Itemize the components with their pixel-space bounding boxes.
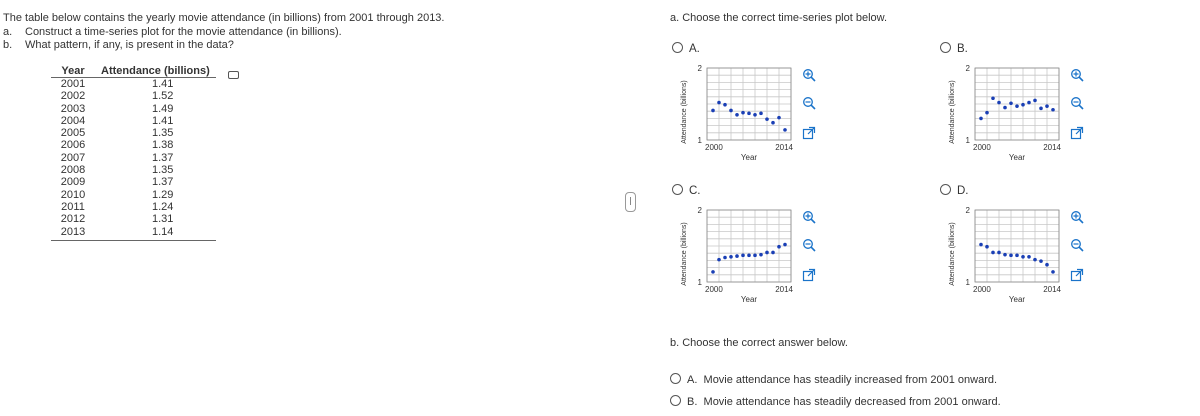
y-axis-title: Attendance (billions) — [681, 222, 688, 286]
y-tick-label-bottom: 1 — [965, 136, 970, 145]
plot-c-popout-icon[interactable] — [802, 268, 816, 282]
data-point — [771, 121, 775, 125]
data-point — [1051, 270, 1055, 274]
plot-option-a-label: A. — [689, 43, 700, 55]
part-b-prompt: b. Choose the correct answer below. — [670, 337, 848, 349]
data-point — [753, 254, 757, 258]
table-row — [51, 164, 216, 176]
y-axis-title: Attendance (billions) — [949, 222, 956, 286]
x-tick-label-start: 2000 — [973, 143, 991, 152]
data-point — [729, 109, 733, 113]
y-tick-label-bottom: 1 — [697, 278, 702, 287]
data-point — [1009, 254, 1013, 258]
table-cell-attendance: 1.24 — [152, 200, 174, 213]
data-point — [1039, 259, 1043, 263]
data-point — [1021, 255, 1025, 259]
data-point — [1033, 258, 1037, 262]
data-point — [985, 111, 989, 115]
data-point — [717, 258, 721, 262]
data-point — [1021, 103, 1025, 107]
answer-a-label: A. — [687, 374, 698, 386]
data-point — [1051, 108, 1055, 112]
y-tick-label-bottom: 1 — [697, 136, 702, 145]
data-point — [979, 117, 983, 121]
plot-c-zoom-out-icon[interactable] — [802, 238, 816, 252]
table-cell-attendance: 1.31 — [152, 213, 174, 226]
table-row — [51, 226, 216, 241]
x-axis-title: Year — [1008, 295, 1026, 304]
table-cell-year: 2009 — [60, 176, 86, 189]
table-cell-attendance: 1.29 — [152, 188, 174, 201]
plot-option-a-radio[interactable] — [672, 42, 683, 53]
y-tick-label-top: 2 — [697, 64, 702, 73]
table-header-attendance: Attendance (billions) — [95, 65, 216, 78]
table-row — [51, 213, 216, 225]
x-axis-title: Year — [1008, 153, 1026, 162]
plot-option-d-radio[interactable] — [940, 184, 951, 195]
y-axis-title: Attendance (billions) — [681, 80, 688, 144]
data-point — [1009, 101, 1013, 105]
data-point — [991, 96, 995, 100]
table-body — [51, 78, 216, 241]
table-row — [51, 127, 216, 139]
table-row — [51, 176, 216, 188]
y-tick-label-top: 2 — [697, 206, 702, 215]
answer-b-radio[interactable] — [670, 395, 681, 406]
table-cell-attendance: 1.35 — [152, 127, 174, 140]
data-point — [729, 255, 733, 259]
table-cell-attendance: 1.14 — [95, 226, 216, 241]
data-point — [783, 243, 787, 247]
plot-option-a[interactable] — [672, 42, 700, 55]
data-point — [979, 243, 983, 247]
table-row — [51, 103, 216, 115]
data-point — [735, 113, 739, 117]
data-point — [747, 112, 751, 116]
data-point — [735, 254, 739, 258]
panel-resize-handle[interactable] — [625, 192, 636, 212]
data-point — [991, 251, 995, 255]
answer-option-a[interactable] — [670, 373, 997, 386]
data-point — [1003, 106, 1007, 110]
plot-option-b[interactable] — [940, 42, 968, 55]
data-point — [1045, 104, 1049, 108]
data-point — [1039, 107, 1043, 111]
question-a-label: a. — [3, 26, 13, 38]
x-tick-label-end: 2014 — [1043, 143, 1061, 152]
table-cell-year: 2002 — [60, 90, 86, 103]
copy-table-icon[interactable] — [228, 71, 239, 79]
data-point — [747, 254, 751, 258]
table-row — [51, 78, 216, 91]
data-point — [723, 256, 727, 260]
plot-option-b-label: B. — [957, 43, 968, 55]
table-header-row — [51, 65, 216, 78]
data-point — [723, 103, 727, 107]
y-axis-title: Attendance (billions) — [949, 80, 956, 144]
table-cell-attendance: 1.52 — [152, 90, 174, 103]
table-header-year: Year — [51, 65, 95, 78]
table-cell-year: 2010 — [60, 188, 86, 201]
plot-option-c-radio[interactable] — [672, 184, 683, 195]
x-tick-label-start: 2000 — [705, 143, 723, 152]
question-b — [3, 39, 234, 52]
y-tick-label-top: 2 — [965, 64, 970, 73]
table-cell-year: 2005 — [60, 127, 86, 140]
table-cell-year: 2012 — [60, 213, 86, 226]
question-b-label: b. — [3, 39, 13, 51]
data-point — [771, 251, 775, 255]
table-cell-year: 2008 — [60, 164, 86, 177]
plot-b-zoom-out-icon[interactable] — [1070, 96, 1084, 110]
data-point — [1033, 99, 1037, 103]
question-a — [3, 26, 342, 39]
table-row — [51, 139, 216, 151]
table-row — [51, 201, 216, 213]
table-cell-year: 2006 — [60, 139, 86, 152]
data-point — [1027, 101, 1031, 105]
answer-b-text: Movie attendance has steadily decreased from 2001 onward. — [703, 396, 1001, 408]
plot-option-d[interactable] — [940, 184, 969, 197]
data-point — [997, 101, 1001, 105]
plot-option-c[interactable] — [672, 184, 701, 197]
plot-b-popout-icon[interactable] — [1070, 126, 1084, 140]
answer-b-label: B. — [687, 396, 698, 408]
table-row — [51, 90, 216, 102]
plot-a-zoom-in-icon[interactable] — [802, 68, 816, 82]
x-tick-label-start: 2000 — [705, 285, 723, 294]
data-point — [711, 270, 715, 274]
answer-a-radio[interactable] — [670, 373, 681, 384]
x-tick-label-end: 2014 — [775, 143, 793, 152]
table-cell-year: 2004 — [60, 114, 86, 127]
data-point — [711, 109, 715, 113]
data-point — [1015, 104, 1019, 108]
y-tick-label-top: 2 — [965, 206, 970, 215]
data-point — [1015, 254, 1019, 258]
table-cell-attendance: 1.37 — [152, 151, 174, 164]
plot-a-zoom-out-icon[interactable] — [802, 96, 816, 110]
data-point — [765, 117, 769, 121]
x-axis-title: Year — [740, 153, 758, 162]
x-tick-label-end: 2014 — [1043, 285, 1061, 294]
part-a-prompt: a. Choose the correct time-series plot below. — [670, 12, 888, 24]
table-cell-attendance: 1.49 — [152, 102, 174, 115]
plot-d-zoom-in-icon[interactable] — [1070, 210, 1084, 224]
plot-d-zoom-out-icon[interactable] — [1070, 238, 1084, 252]
data-point — [777, 116, 781, 120]
plot-b-zoom-in-icon[interactable] — [1070, 68, 1084, 82]
answer-option-b[interactable] — [670, 395, 1001, 408]
data-point — [997, 251, 1001, 255]
data-point — [783, 128, 787, 132]
table-cell-attendance: 1.35 — [152, 164, 174, 177]
data-point — [741, 254, 745, 258]
data-point — [759, 253, 763, 257]
table-cell-attendance: 1.41 — [152, 78, 174, 90]
table-row — [51, 115, 216, 127]
plot-c-zoom-in-icon[interactable] — [802, 210, 816, 224]
data-point — [777, 245, 781, 249]
data-point — [765, 251, 769, 255]
data-point — [985, 245, 989, 249]
table-cell-year: 2007 — [60, 151, 86, 164]
data-point — [717, 101, 721, 105]
y-tick-label-bottom: 1 — [965, 278, 970, 287]
plot-a-popout-icon[interactable] — [802, 126, 816, 140]
table-row — [51, 152, 216, 164]
table-cell-year: 2013 — [51, 226, 95, 241]
data-point — [741, 111, 745, 115]
data-point — [753, 113, 757, 117]
table-cell-attendance: 1.41 — [152, 114, 174, 127]
x-axis-title: Year — [740, 295, 758, 304]
table-cell-attendance: 1.38 — [152, 139, 174, 152]
question-b-text: What pattern, if any, is present in the data? — [25, 39, 234, 51]
question-intro: The table below contains the yearly movie attendance (in billions) from 2001 through 2013. — [3, 12, 445, 24]
table-cell-year: 2003 — [60, 102, 86, 115]
data-point — [1027, 255, 1031, 259]
question-a-text: Construct a time-series plot for the movie attendance (in billions). — [25, 26, 342, 38]
plot-option-b-radio[interactable] — [940, 42, 951, 53]
table-cell-attendance: 1.37 — [152, 176, 174, 189]
attendance-table — [51, 65, 216, 241]
table-cell-year: 2011 — [61, 200, 85, 213]
answer-a-text: Movie attendance has steadily increased from 2001 onward. — [703, 374, 998, 386]
table-cell-year: 2001 — [60, 78, 86, 90]
x-tick-label-start: 2000 — [973, 285, 991, 294]
data-point — [1045, 263, 1049, 267]
plot-option-c-label: C. — [689, 185, 701, 197]
plot-d-popout-icon[interactable] — [1070, 268, 1084, 282]
plot-option-d-label: D. — [957, 185, 969, 197]
x-tick-label-end: 2014 — [775, 285, 793, 294]
table-row — [51, 189, 216, 201]
data-point — [759, 112, 763, 116]
data-point — [1003, 253, 1007, 257]
